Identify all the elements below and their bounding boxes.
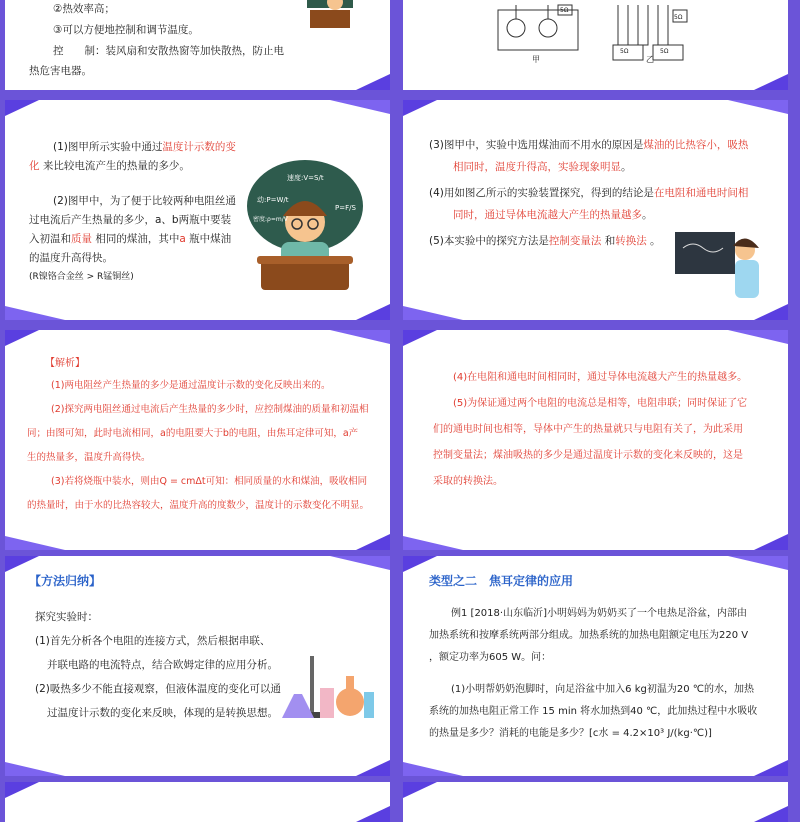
- slide-9-peek: [5, 782, 390, 822]
- s3-p2i: (R镍铬合金丝 > R锰铜丝): [29, 272, 134, 282]
- s3-p1-cont: 化 来比较电流产生的热量的多少。: [29, 160, 190, 172]
- s5-l3: 同；由图可知，此时电流相同，a的电阻要大于b的电阻，由焦耳定律可知，a产: [27, 428, 359, 439]
- slide-1: [5, 0, 390, 90]
- board-formula-3: 密度:ρ=m/V: [253, 216, 288, 223]
- s5-l1: (1)两电阻丝产生热量的多少是通过温度计示数的变化反映出来的。: [51, 380, 331, 391]
- board-formula-2: 动:P=W/t: [257, 196, 289, 204]
- slide-2: [403, 0, 788, 90]
- s8-l5: 系统的加热电阻正常工作 15 min 将水加热到40 ℃，此加热过程中水吸收: [429, 706, 758, 717]
- teacher-blackboard-illustration: [675, 228, 767, 300]
- teacher-figure-small: [305, 0, 355, 30]
- slide-6: [403, 330, 788, 550]
- s3-p2a: (2)图甲中，为了便于比较两种电阻丝通: [53, 195, 236, 207]
- s7-head: 【方法归纳】: [29, 574, 102, 588]
- s6-l5: 采取的转换法。: [433, 476, 503, 487]
- s4-p3: (3)图甲中，实验中选用煤油而不用水的原因是煤油的比热容小，吸热: [429, 139, 749, 151]
- circuit-diagrams: [488, 0, 708, 70]
- res-label-1: 5Ω: [620, 48, 629, 55]
- slide-3: [5, 100, 390, 320]
- slide-8: [403, 556, 788, 776]
- s6-l4: 控制变量法；煤油吸热的多少是通过温度计示数的变化来反映的，这是: [433, 450, 743, 461]
- s3-p1: (1)图甲所示实验中通过温度计示数的变: [53, 141, 236, 153]
- s5-l2: (2)探究两电阻丝通过电流后产生热量的多少时，应控制煤油的质量和初温相: [51, 404, 369, 415]
- s6-l1: (4)在电阻和通电时间相同时，通过导体电流越大产生的热量越多。: [453, 372, 748, 383]
- s1-line1: ②热效率高；: [53, 3, 115, 15]
- s3-p2b: 过电流后产生热量的多少，a、b两瓶中要装: [29, 214, 232, 226]
- s7-l2: (1)首先分析各个电阻的连接方式，然后根据串联、: [35, 635, 271, 647]
- s8-l2: 加热系统和按摩系统两部分组成。加热系统的加热电阻额定电压为220 V: [429, 630, 749, 641]
- s5-head: 【解析】: [45, 358, 85, 369]
- s6-l2: (5)为保证通过两个电阻的电流总是相等，电阻串联；同时保证了它: [453, 398, 748, 409]
- slide-5: [5, 330, 390, 550]
- s7-l5: 过温度计示数的变化来反映，体现的是转换思想。: [47, 707, 278, 719]
- s1-line2: ③可以方便地控制和调节温度。: [53, 24, 199, 36]
- s5-l4: 生的热量多，温度升高得快。: [27, 452, 151, 463]
- res-label-3: 5Ω: [674, 14, 683, 21]
- s6-l3: 们的通电时间也相等，导体中产生的热量就只与电阻有关了，为此采用: [433, 424, 743, 435]
- slide-4: [403, 100, 788, 320]
- teacher-chalkboard-illustration: [243, 156, 373, 296]
- slide-10-peek: [403, 782, 788, 822]
- label-yi: 乙: [646, 55, 654, 64]
- s7-l1: 探究实验时：: [35, 611, 98, 623]
- lab-equipment-illustration: [280, 652, 380, 724]
- s8-head: 类型之二 焦耳定律的应用: [429, 574, 574, 588]
- label-jia: 甲: [532, 55, 540, 64]
- s1-line3a: 控 制：装风扇和安散热窗等加快散热，防止电: [53, 45, 284, 57]
- s8-l1: 例1 [2018·山东临沂]小明妈妈为奶奶买了一个电热足浴盆，内部由: [451, 608, 747, 619]
- slide-7: [5, 556, 390, 776]
- s7-l3: 并联电路的电流特点，结合欧姆定律的应用分析。: [47, 659, 278, 671]
- s4-p5: (5)本实验中的探究方法是控制变量法 和转换法 。: [429, 235, 661, 247]
- s4-p4: (4)用如图乙所示的实验装置探究，得到的结论是在电阻和通电时间相: [429, 187, 749, 199]
- board-formula-1: 速度:V=S/t: [287, 174, 324, 182]
- res-label-4: 5Ω: [560, 7, 569, 14]
- board-formula-4: P=F/S: [335, 204, 356, 212]
- s8-l4: (1)小明帮奶奶泡脚时，向足浴盆中加入6 kg初温为20 ℃的水，加热: [451, 684, 754, 695]
- s8-l3: ，额定功率为605 W。问：: [429, 652, 552, 663]
- s3-p2c: 入初温和质量 相同的煤油，其中a 瓶中煤油: [29, 233, 232, 245]
- s8-l6: 的热量是多少？消耗的电能是多少？[c水 = 4.2×10³ J/(kg·℃)]: [429, 728, 712, 739]
- s5-l5: (3)若将烧瓶中装水，则由Q = cmΔt可知：相同质量的水和煤油，吸收相同: [51, 476, 368, 487]
- s4-p3-cont: 相同时，温度升得高，实验现象明显。: [453, 161, 632, 173]
- res-label-2: 5Ω: [660, 48, 669, 55]
- s3-p2h: 的温度升高得快。: [29, 252, 113, 264]
- s1-line3b: 热危害电器。: [29, 65, 92, 77]
- s4-p4-cont: 同时，通过导体电流越大产生的热量越多。: [453, 209, 653, 221]
- s5-l6: 的热量时，由于水的比热容较大，温度升高的度数少，温度计的示数变化不明显。: [27, 500, 370, 511]
- s7-l4: (2)吸热多少不能直接观察，但液体温度的变化可以通: [35, 683, 281, 695]
